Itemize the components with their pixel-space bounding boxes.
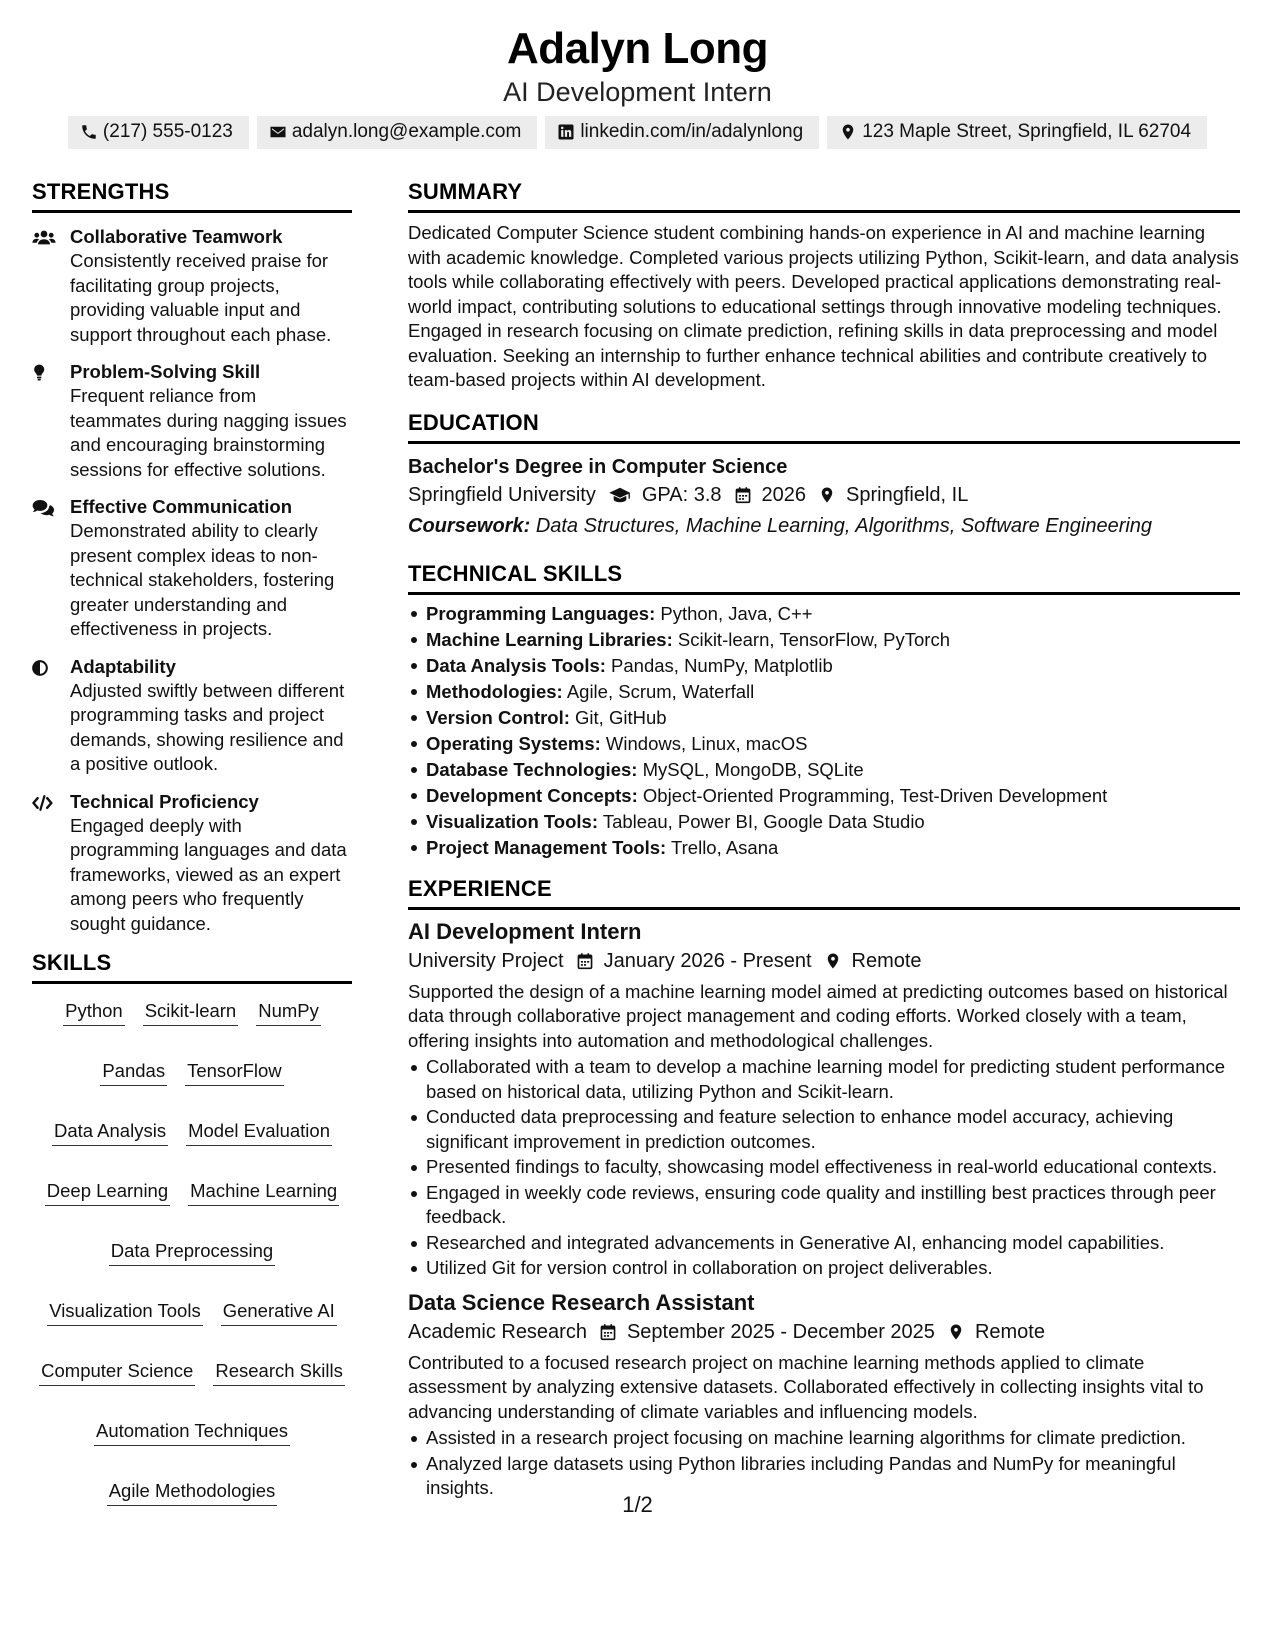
list-item: Assisted in a research project focusing on machine learning algorithms for climate prediction. <box>408 1426 1240 1451</box>
strength-title: Adaptability <box>70 655 176 677</box>
strength-title: Effective Communication <box>70 496 293 517</box>
skill-tag: Deep Learning <box>45 1178 170 1206</box>
skill-tag: NumPy <box>256 998 321 1026</box>
technical-skills-list <box>408 601 1240 861</box>
adjust-icon <box>32 658 56 678</box>
strength-title: Problem-Solving Skill <box>70 361 261 382</box>
users-icon <box>32 228 56 248</box>
map-marker-icon <box>947 1323 965 1341</box>
skill-category: Development Concepts: <box>426 784 638 806</box>
phone-text: (217) 555-0123 <box>102 121 233 142</box>
skill-tag: Scikit-learn <box>143 998 239 1026</box>
skill-values: Trello, Asana <box>671 836 779 858</box>
education-heading: EDUCATION <box>408 409 1240 444</box>
strength-desc: Adjusted swiftly between different programming tasks and project demands, showing resilience and a positive outlook. <box>70 679 345 774</box>
list-item <box>408 809 1240 835</box>
skill-tag: Computer Science <box>39 1358 195 1386</box>
list-item: Conducted data preprocessing and feature selection to enhance model accuracy, achieving significant improvement in prediction outcomes. <box>408 1105 1240 1154</box>
school-location: Springfield, IL <box>846 483 969 506</box>
linkedin-icon <box>557 123 575 141</box>
coursework-list: Data Structures, Machine Learning, Algorithms, Software Engineering <box>535 514 1153 537</box>
skill-values: Scikit-learn, TensorFlow, PyTorch <box>677 628 950 650</box>
strength-desc: Engaged deeply with programming languages and data frameworks, viewed as an expert among peers who frequently sought guidance. <box>70 814 347 934</box>
list-item <box>408 653 1240 679</box>
job-title: AI Development Intern <box>408 918 642 944</box>
skill-tag: Python <box>63 998 125 1026</box>
list-item <box>408 783 1240 809</box>
contact-email[interactable] <box>257 116 537 149</box>
skill-values: Git, GitHub <box>575 706 667 728</box>
skill-tag: Visualization Tools <box>47 1298 203 1326</box>
job-description: Contributed to a focused research project on machine learning methods applied to climate assessment by analyzing extensive datasets. Collaborated effectively in collecting insights vital to advancing understanding of climate variables and influencing models. <box>408 1351 1204 1422</box>
strength-item <box>32 495 352 642</box>
map-marker-icon <box>824 952 842 970</box>
list-item: Utilized Git for version control in collaboration on project deliverables. <box>408 1256 1240 1281</box>
skill-values: Pandas, NumPy, Matplotlib <box>611 654 833 676</box>
strength-title: Collaborative Teamwork <box>70 226 283 247</box>
code-icon <box>32 793 56 813</box>
school-name: Springfield University <box>408 483 596 506</box>
map-marker-icon <box>839 123 857 141</box>
skill-category: Methodologies: <box>426 680 563 702</box>
job-bullets <box>408 1426 1240 1501</box>
list-item <box>408 757 1240 783</box>
skills-heading: SKILLS <box>32 949 352 984</box>
map-marker-icon <box>818 486 836 504</box>
job-description: Supported the design of a machine learning model aimed at predicting outcomes based on historical data through collaborative project management and coding efforts. Worked closely with a team, offering insights into automation and methodological challenges. <box>408 980 1228 1051</box>
skill-tag: Model Evaluation <box>186 1118 332 1146</box>
skill-tag: Pandas <box>100 1058 167 1086</box>
skill-values: Windows, Linux, macOS <box>605 732 808 754</box>
skill-category: Operating Systems: <box>426 732 601 754</box>
lightbulb-icon <box>32 363 56 383</box>
strength-desc: Consistently received praise for facilitating group projects, providing valuable input and support throughout each phase. <box>70 250 332 345</box>
skill-category: Project Management Tools: <box>426 836 667 858</box>
degree-title: Bachelor's Degree in Computer Science <box>408 455 788 478</box>
graduation-cap-icon <box>608 486 632 504</box>
list-item: Presented findings to faculty, showcasing model effectiveness in real-world educational contexts. <box>408 1155 1240 1180</box>
right-column <box>408 178 1240 1502</box>
contact-bar <box>0 116 1275 149</box>
skill-values: Object-Oriented Programming, Test-Driven Development <box>642 784 1108 806</box>
list-item <box>408 601 1240 627</box>
list-item: Collaborated with a team to develop a machine learning model for predicting student performance based on historical data, utilizing Python and Scikit-learn. <box>408 1055 1240 1104</box>
list-item: Analyzed large datasets using Python libraries including Pandas and NumPy for meaningful insights. <box>408 1452 1240 1501</box>
list-item: Researched and integrated advancements in Generative AI, enhancing model capabilities. <box>408 1231 1240 1256</box>
list-item <box>408 705 1240 731</box>
calendar-icon <box>599 1323 617 1341</box>
technical-skills-heading: TECHNICAL SKILLS <box>408 560 1240 595</box>
phone-icon <box>80 123 98 141</box>
strength-desc: Demonstrated ability to clearly present complex ideas to non-technical stakeholders, fostering greater understanding and effectiveness in projects. <box>70 520 335 639</box>
skill-category: Version Control: <box>426 706 570 728</box>
skill-category: Programming Languages: <box>426 602 656 624</box>
address-text: 123 Maple Street, Springfield, IL 62704 <box>862 121 1192 142</box>
skill-tag: Data Preprocessing <box>109 1238 275 1266</box>
strength-item <box>32 655 352 777</box>
left-column <box>32 178 352 1506</box>
list-item <box>408 731 1240 757</box>
skills-list <box>32 998 352 1506</box>
education-meta <box>408 480 1240 510</box>
job-org: Academic Research <box>408 1320 587 1343</box>
skill-tag: Research Skills <box>213 1358 345 1386</box>
envelope-icon <box>269 123 287 141</box>
summary-heading: SUMMARY <box>408 178 1240 213</box>
job-dates: January 2026 - Present <box>603 949 812 972</box>
contact-address <box>827 116 1207 149</box>
summary-text: Dedicated Computer Science student combining hands-on experience in AI and machine learning with academic knowledge. Completed various projects utilizing Python, Scikit-learn, and data analysis tools while collaborating effectively with peers. Developed practical applications demonstrating real-world impact, contributing solutions to educational settings through innovative modeling techniques. Engaged in research focusing on climate prediction, refining skills in data preprocessing and model evaluation. Seeking an internship to further enhance technical abilities and contribute creatively to team-based projects within AI development. <box>408 222 1239 390</box>
job-title: Data Science Research Assistant <box>408 1289 755 1315</box>
candidate-name: Adalyn Long <box>507 24 768 73</box>
skill-tag: TensorFlow <box>185 1058 284 1086</box>
experience-heading: EXPERIENCE <box>408 875 1240 910</box>
strength-desc: Frequent reliance from teammates during nagging issues and encouraging brainstorming sessions for effective solutions. <box>70 385 347 480</box>
page-number: 1/2 <box>622 1492 653 1517</box>
job-location: Remote <box>851 949 922 972</box>
skill-values: Agile, Scrum, Waterfall <box>566 680 755 702</box>
skill-category: Data Analysis Tools: <box>426 654 606 676</box>
strengths-list <box>32 225 352 936</box>
skill-category: Visualization Tools: <box>426 810 599 832</box>
resume-header <box>0 22 1275 149</box>
strength-item <box>32 225 352 347</box>
coursework-line <box>408 512 1240 540</box>
job-entry <box>408 918 1240 1281</box>
calendar-icon <box>576 952 594 970</box>
list-item: Engaged in weekly code reviews, ensuring code quality and instilling best practices through peer feedback. <box>408 1181 1240 1230</box>
skill-values: Tableau, Power BI, Google Data Studio <box>602 810 925 832</box>
list-item <box>408 627 1240 653</box>
contact-linkedin[interactable] <box>545 116 819 149</box>
comments-icon <box>32 498 56 518</box>
list-item <box>408 679 1240 705</box>
coursework-label: Coursework: <box>408 514 531 537</box>
job-meta <box>408 946 1240 976</box>
skill-tag: Automation Techniques <box>94 1418 290 1446</box>
job-location: Remote <box>974 1320 1045 1343</box>
skill-values: MySQL, MongoDB, SQLite <box>642 758 864 780</box>
strengths-heading: STRENGTHS <box>32 178 352 213</box>
job-org: University Project <box>408 949 564 972</box>
candidate-title: AI Development Intern <box>503 77 772 107</box>
strength-item <box>32 790 352 937</box>
calendar-icon <box>734 486 752 504</box>
skill-tag: Generative AI <box>221 1298 337 1326</box>
skill-tag: Data Analysis <box>52 1118 168 1146</box>
skill-values: Python, Java, C++ <box>660 602 813 624</box>
strength-item <box>32 360 352 482</box>
skill-category: Machine Learning Libraries: <box>426 628 673 650</box>
strength-title: Technical Proficiency <box>70 790 259 812</box>
list-item <box>408 835 1240 861</box>
email-text: adalyn.long@example.com <box>291 121 522 142</box>
gpa-text: GPA: 3.8 <box>641 483 722 506</box>
job-bullets <box>408 1055 1240 1281</box>
skill-tag: Agile Methodologies <box>107 1478 278 1506</box>
job-dates: September 2025 - December 2025 <box>626 1320 935 1343</box>
graduation-year: 2026 <box>761 483 807 506</box>
job-entry <box>408 1289 1240 1501</box>
job-meta <box>408 1317 1240 1347</box>
linkedin-text: linkedin.com/in/adalynlong <box>580 121 804 142</box>
skill-tag: Machine Learning <box>188 1178 339 1206</box>
contact-phone <box>68 116 249 149</box>
skill-category: Database Technologies: <box>426 758 638 780</box>
